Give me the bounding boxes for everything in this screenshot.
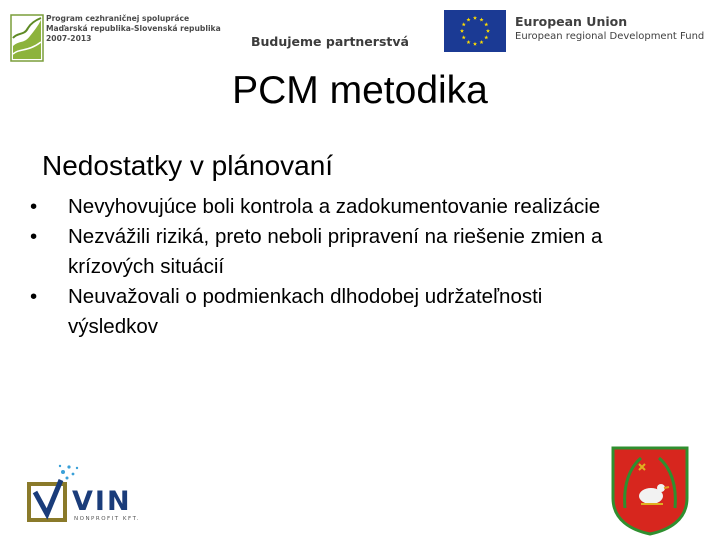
slide-subtitle: Nedostatky v plánovaní <box>42 150 334 181</box>
bullet-text: krízových situácií <box>68 255 225 278</box>
bullet-text: Neuvažovali o podmienkach dlhodobej udržateľnosti <box>68 285 543 308</box>
bullet-item <box>30 192 710 222</box>
bullet-icon: • <box>30 225 38 248</box>
program-line: Maďarská republika-Slovenská republika <box>46 24 221 33</box>
vin-logo-text: VIN <box>72 486 132 517</box>
bullet-text: výsledkov <box>68 315 159 338</box>
eu-flag-icon <box>444 10 506 52</box>
program-line: Program cezhraničnej spolupráce <box>46 14 190 23</box>
program-text <box>46 14 221 44</box>
eu-subtitle: European regional Development Fund <box>515 31 705 42</box>
bullet-item <box>30 282 710 342</box>
bullet-list <box>30 192 710 342</box>
vin-logo-subtext: NONPROFIT KFT. <box>74 516 141 522</box>
bullet-item <box>30 222 710 282</box>
slide-title: PCM metodika <box>232 69 488 112</box>
eu-text <box>515 14 704 44</box>
bullet-icon: • <box>30 195 38 218</box>
bullet-icon: • <box>30 285 38 308</box>
program-logo-icon <box>10 14 44 62</box>
slogan: Budujeme partnerstvá <box>251 34 409 49</box>
program-line: 2007-2013 <box>46 34 92 43</box>
bullet-text: Nevyhovujúce boli kontrola a zadokumentovanie realizácie <box>68 195 601 218</box>
bullet-text: Nezvážili riziká, preto neboli pripravení na riešenie zmien a <box>68 225 603 248</box>
program-logo <box>10 14 221 64</box>
coat-of-arms-icon <box>611 446 689 536</box>
eu-title: European Union <box>515 14 628 29</box>
